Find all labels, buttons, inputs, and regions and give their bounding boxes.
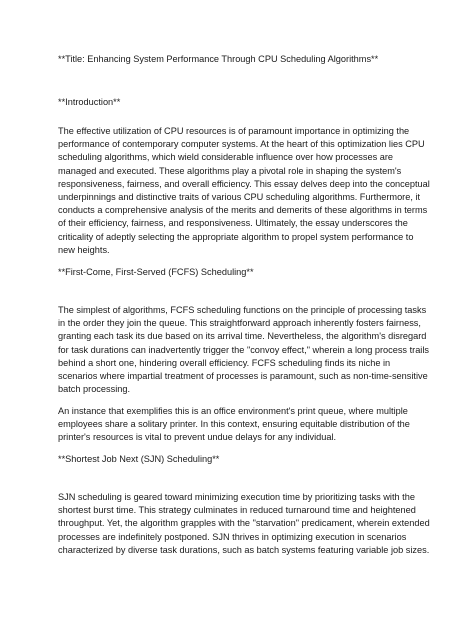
fcfs-heading: **First-Come, First-Served (FCFS) Scheduling** xyxy=(58,267,254,277)
fcfs-paragraph-1: The simplest of algorithms, FCFS scheduling functions on the principle of processing tasks in the order they join the queue. This straightforward approach inherently fosters fairness, granting each task its due based on its arrival time. Nevertheless, the algorithm's disregard for task durations can inadvertently trigger the "convoy effect," wherein a long process trails behind a short one, hindering overall efficiency. FCFS scheduling finds its niche in scenarios where impartial treatment of processes is paramount, such as non-time-sensitive batch processing. xyxy=(58,305,429,395)
sjn-heading: **Shortest Job Next (SJN) Scheduling** xyxy=(58,454,220,464)
fcfs-paragraph-2: An instance that exemplifies this is an office environment's print queue, where multiple employees share a solitary printer. In this context, ensuring equitable distribution of the printer's resources is vital to prevent undue delays for any individual. xyxy=(58,406,410,443)
introduction-heading: **Introduction** xyxy=(58,97,121,107)
introduction-paragraph: The effective utilization of CPU resources is of paramount importance in optimizing the performance of contemporary computer systems. At the heart of this optimization lies CPU scheduling algorithms, which wield considerable influence over how processes are managed and executed. These algorithms play a pivotal role in shaping the system's responsiveness, fairness, and overall efficiency. This essay delves deep into the conceptual underpinnings and distinctive traits of various CPU scheduling algorithms. Furthermore, it conducts a comprehensive analysis of the merits and demerits of these algorithms in terms of their efficiency, fairness, and responsiveness. Ultimately, the essay underscores the criticality of adeptly selecting the appropriate algorithm to propel system performance to new heights. xyxy=(58,126,430,255)
document-title: **Title: Enhancing System Performance Through CPU Scheduling Algorithms** xyxy=(58,54,379,64)
sjn-paragraph: SJN scheduling is geared toward minimizing execution time by prioritizing tasks with the shortest burst time. This strategy culminates in reduced turnaround time and heightened throughput. Yet, the algorithm grapples with the "starvation" predicament, wherein extended processes are indefinitely postponed. SJN thrives in optimizing execution in scenarios characterized by diverse task durations, such as batch systems featuring variable job sizes. xyxy=(58,492,430,555)
